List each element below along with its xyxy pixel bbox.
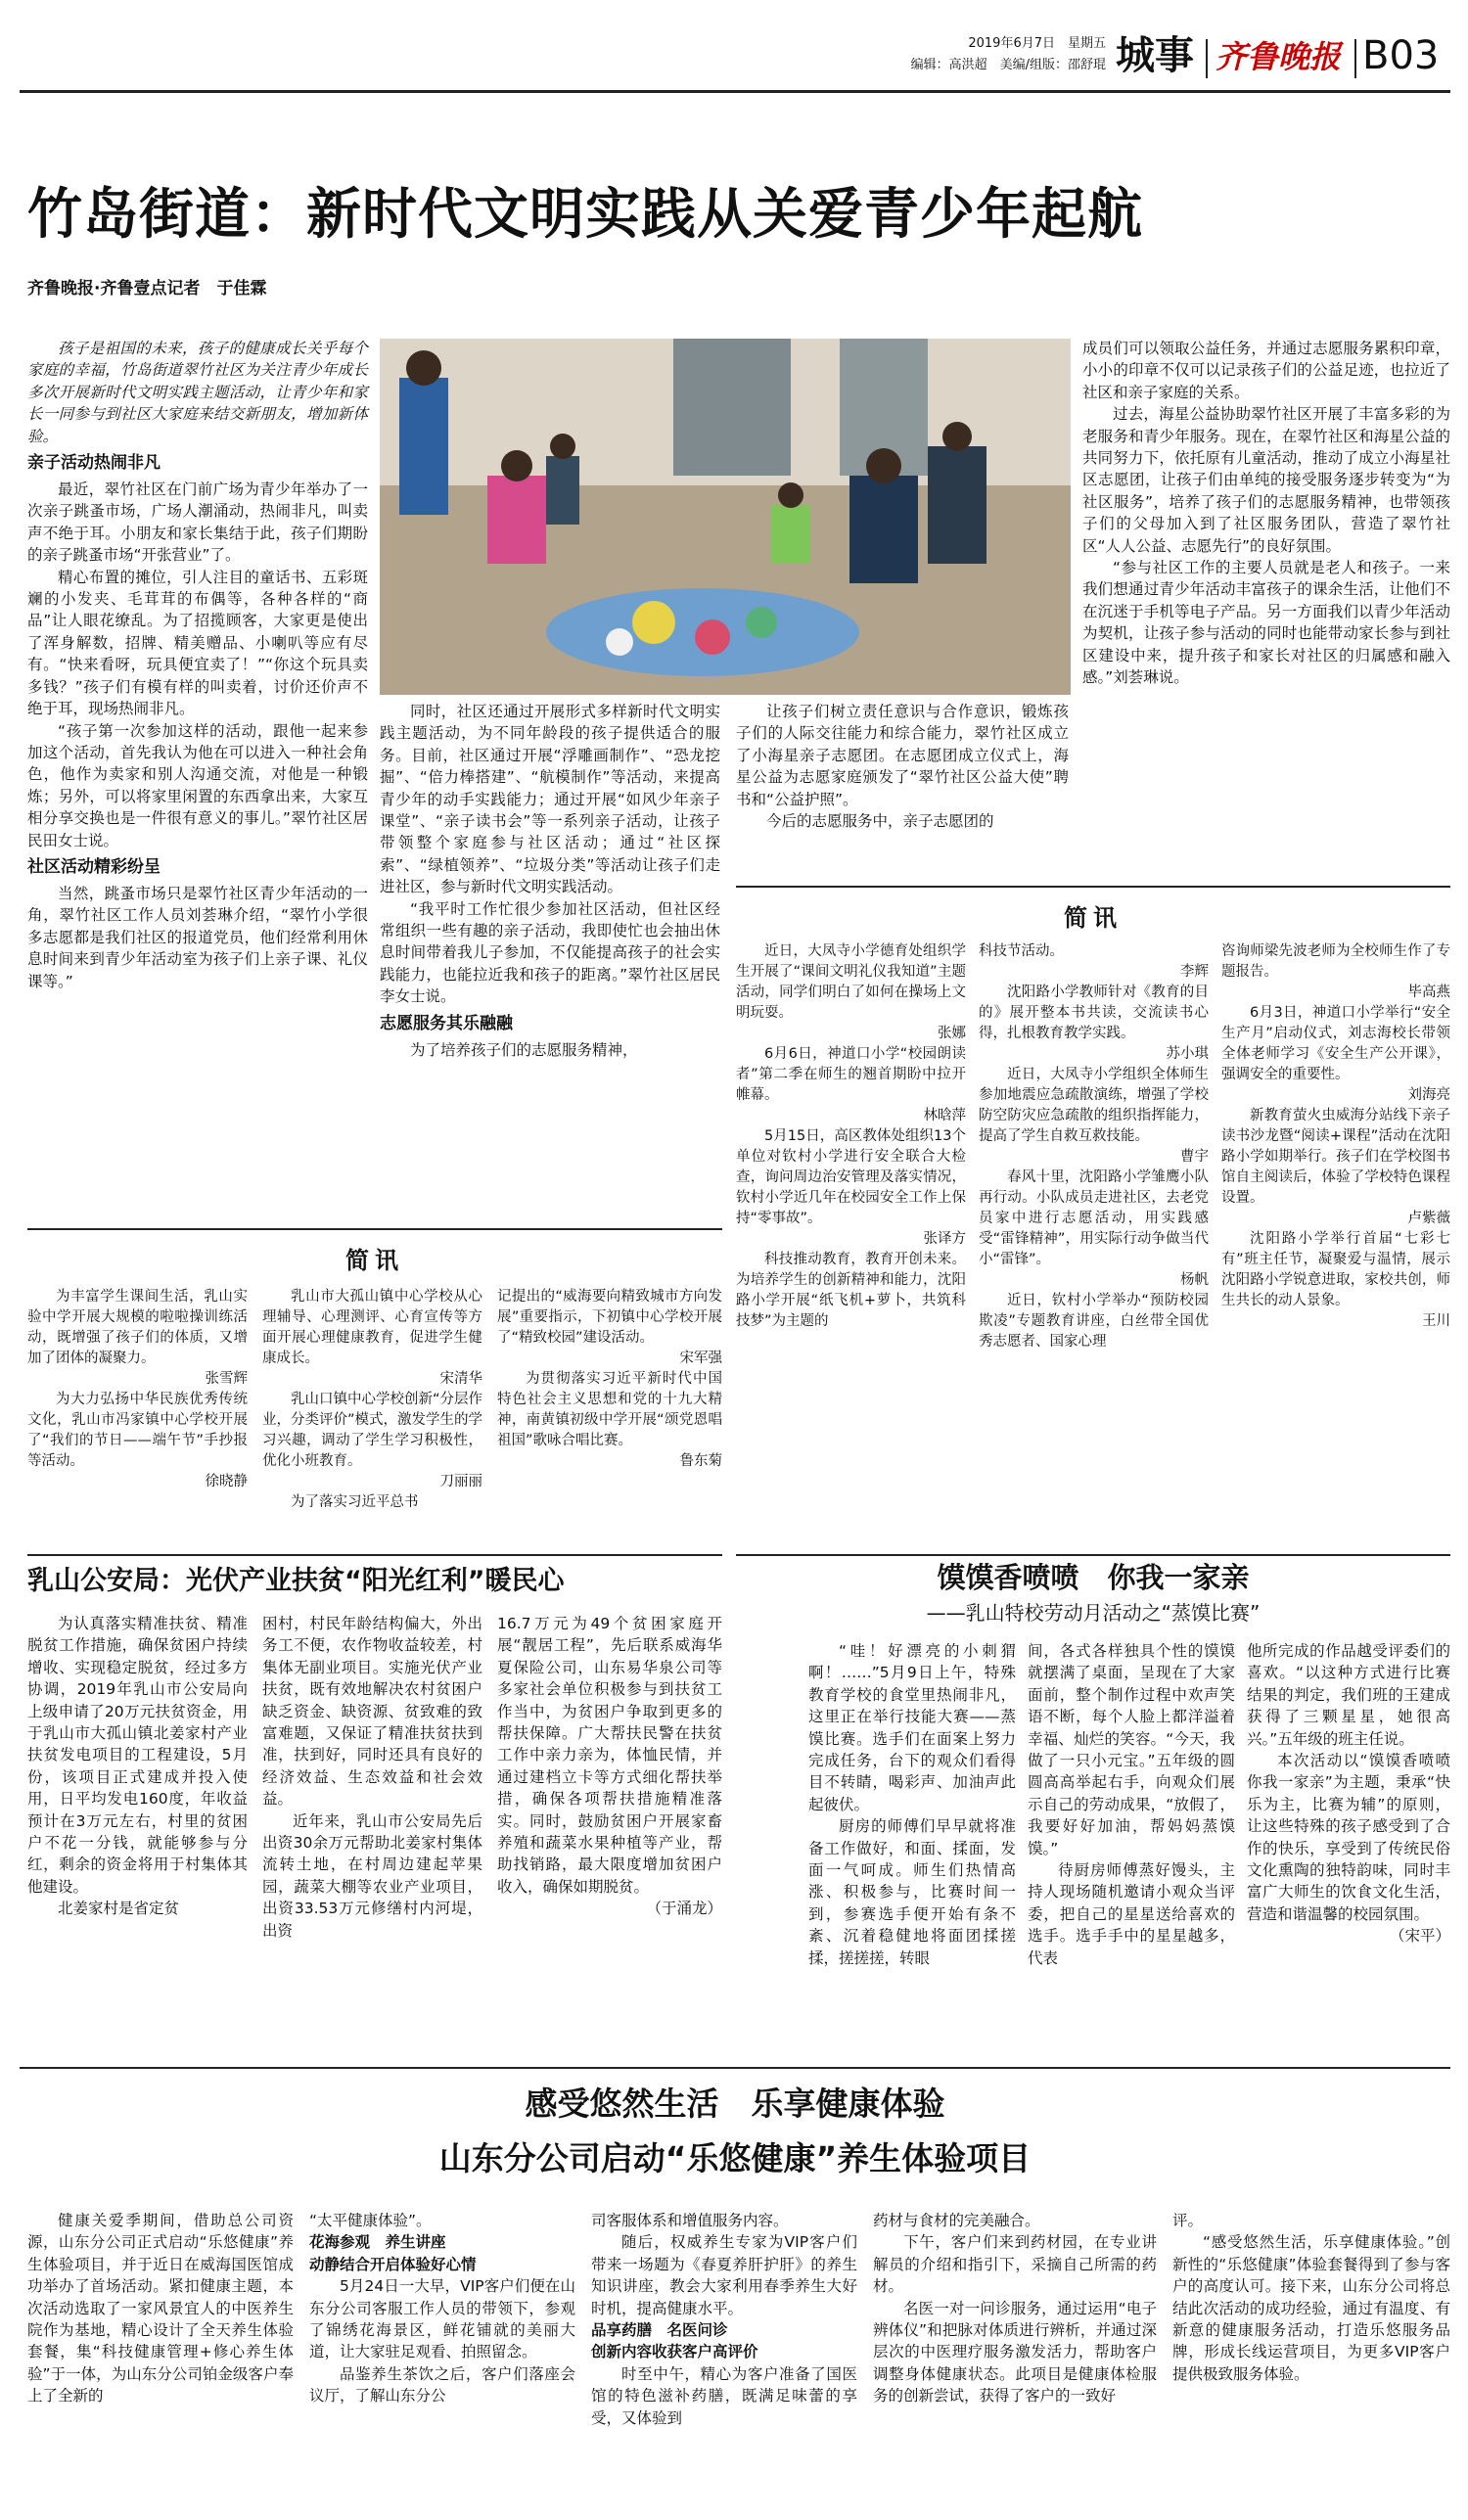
paragraph: 5月24日一大早，VIP客户们便在山东分公司客服工作人员的带领下，参观了锦绣花海景区，鲜花铺就的美丽大道，让大家驻足观看、拍照留念。 (309, 2277, 575, 2361)
paragraph: “哇！好漂亮的小刺猬啊！……”5月9日上午，特殊教育学校的食堂里热闹非凡，这里正在举行技能大赛——蒸馍比赛。选手们在面案上努力完成任务，台下的观众们看得目不转睛，喝彩声、加油声此起彼伏。 (808, 1642, 1016, 1813)
brief-item: 记提出的“威海要向精致城市方向发展”重要指示，下初镇中心学校开展了“精致校园”建设活动。 (497, 1289, 722, 1346)
article-subtitle: ——乳山特校劳动月活动之“蒸馍比赛” (926, 1601, 1261, 1625)
paragraph: 成员们可以领取公益任务，并通过志愿服务累积印章，小小的印章不仅可以记录孩子们的公益足迹，也拉近了社区和亲子家庭的关系。 (1082, 340, 1450, 401)
article-byline: 齐鲁晚报·齐鲁壹点记者 于佳霖 (27, 279, 267, 298)
briefs-title: 简讯 (345, 1247, 404, 1274)
paragraph: 待厨房师傅蒸好馒头，主持人现场随机邀请小观众当评委，把自己的星星送给喜欢的选手。选手手中的星星越多，代表 (1028, 1861, 1235, 1967)
brief-item: 乳山口镇中心学校创新“分层作业，分类评价”模式，激发学生的学习兴趣，调动了学生学习积极性，优化小班教育。 (262, 1392, 483, 1469)
subheading: 品享药膳 名医问诊 (591, 2321, 728, 2340)
paragraph: 随后，权威养生专家为VIP客户们带来一场题为《春夏养肝护肝》的养生知识讲座，教会大家利用春季养生大好时机，提高健康水平。 (591, 2233, 857, 2317)
brief-author: 鲁东菊 (679, 1453, 722, 1469)
paragraph: 他所完成的作品越受评委们的喜欢。“以这种方式进行比赛结果的判定，我们班的王建成获得了三颗星星，她很高兴。”五年级的班主任说。 (1247, 1642, 1450, 1748)
brief-item: 科技推动教育，教育开创未来。为培养学生的创新精神和能力，沈阳路小学开展“纸飞机+萝卜，共筑科技梦”为主题的 (736, 1252, 966, 1329)
brief-author: 王川 (1422, 1313, 1450, 1329)
brief-item: 近日，大凤寺小学组织全体师生参加地震应急疏散演练，增强了学校防空防灾应急疏散的组织指挥能力，提高了学生自救互救技能。 (979, 1067, 1209, 1144)
brief-author: 曹宇 (1180, 1149, 1209, 1165)
editor-credits: 编辑：高洪超 美编/组版：邵舒琨 (910, 58, 1106, 72)
paragraph: 评。 (1172, 2212, 1204, 2229)
newspaper-logo: 齐鲁晚报 (1216, 38, 1342, 75)
brief-item: 沈阳路小学举行首届“七彩七有”班主任节，凝聚爱与温情，展示沈阳路小学锐意进取，家校共创，师生共长的动人景象。 (1221, 1231, 1450, 1308)
brief-author: 张雪辉 (205, 1371, 248, 1387)
paragraph: 最近，翠竹社区在门前广场为青少年举办了一次亲子跳蚤市场，广场人潮涌动，热闹非凡，叫卖声不绝于耳。小朋友和家长集结于此，孩子们期盼的亲子跳蚤市场“开张营业”了。 (27, 481, 368, 565)
brief-author: 宋清华 (439, 1371, 482, 1387)
paragraph: 厨房的师傅们早早就将准备工作做好，和面、揉面，发面一气呵成。师生们热情高涨、积极参与，比赛时间一到，参赛选手便开始有条不紊、沉着稳健地将面团揉搓揉，搓搓搓，转眼 (808, 1817, 1016, 1967)
article-headline: 乳山公安局：光伏产业扶贫“阳光红利”暖民心 (27, 1566, 565, 1596)
brief-author: 杨帆 (1180, 1272, 1209, 1288)
paragraph: 近年来，乳山市公安局先后出资30余万元帮助北姜家村集体流转土地，在村周边建起苹果园，蔬菜大棚等农业产业项目，出资33.53万元修缮村内河堤，出资 (262, 1811, 482, 1940)
article-lead: 孩子是祖国的未来，孩子的健康成长关乎每个家庭的幸福，竹岛街道翠竹社区为关注青少年成长多次开展新时代文明实践主题活动，让青少年和家长一同参与到社区大家庭来结交新朋友，增加新体验。 (27, 340, 368, 445)
brief-author: 苏小琪 (1166, 1046, 1209, 1062)
paragraph: “参与社区工作的主要人员就是老人和孩子。一来我们想通过青少年活动丰富孩子的课余生活，让他们不在沉迷于手机等电子产品。另一方面我们以青少年活动为契机，让孩子参与活动的同时也能带动家长参与到社区建设中来，提升孩子和家长对社区的归属感和融入感。”刘荟琳说。 (1082, 559, 1450, 687)
brief-author: 刀丽丽 (439, 1474, 482, 1489)
brief-item: 近日，钦村小学举办“预防校园欺凌”专题教育讲座，白丝带全国优秀志愿者、国家心理 (979, 1293, 1209, 1350)
paragraph: 健康关爱季期间，借助总公司资源，山东分公司正式启动“乐悠健康”养生体验项目，并于近日在威海国医馆成功举办了首场活动。紧扣健康主题，本次活动选取了一家风景宜人的中医养生院作为基地，精心设计了全天养生体验套餐，集“科技健康管理+修心养生体验”于一体，为山东分公司铂金级客户奉上了全新的 (27, 2212, 294, 2405)
paragraph: 为认真落实精准扶贫、精准脱贫工作措施，确保贫困户持续增收、实现稳定脱贫，经过多方协调，2019年乳山市公安局向上级申请了20万元扶贫资金，用于乳山市大孤山镇北姜家村产业扶贫发电项目的工程建设，5月份，该项目正式建成并投入使用，日平均发电160度，年收益预计在3万元左右，村里的贫困户不花一分钱，就能够参与分红，剩余的资金将用于村集体其他建设。 (27, 1615, 248, 1896)
brief-item: 6月3日，神道口小学举行“安全生产月”启动仪式，刘志海校长带领全体老师学习《安全生产公开课》，强调安全的重要性。 (1221, 1005, 1450, 1082)
paragraph: 药材与食材的完美融合。 (873, 2212, 1040, 2229)
paragraph: “感受悠然生活，乐享健康体验。”创新性的“乐悠健康”体验套餐得到了参与客户的高度认可。接下来，山东分公司将总结此次活动的成功经验，通过有温度、有新意的健康服务活动，打造乐悠服务品牌，形成长线运营项目，为更多VIP客户提供极致服务体验。 (1172, 2233, 1450, 2383)
brief-author: 卢紫薇 (1407, 1211, 1450, 1226)
brief-item: 近日，大凤寺小学德育处组织学生开展了“课间文明礼仪我知道”主题活动，同学们明白了如何在操场上文明玩耍。 (736, 943, 966, 1021)
paragraph: 下午，客户们来到药材园，在专业讲解员的介绍和指引下，采摘自己所需的药材。 (873, 2233, 1157, 2296)
brief-author: 毕高燕 (1407, 985, 1450, 1000)
issue-date: 2019年6月7日 星期五 (968, 36, 1106, 51)
article-author: （于涌龙） (646, 1900, 722, 1918)
brief-author: 林晗萍 (923, 1108, 966, 1123)
paragraph: 同时，社区还通过开展形式多样新时代文明实践主题活动，为不同年龄段的孩子提供适合的服务。目前，社区通过开展“浮雕画制作”、“恐龙挖掘”、“倍力棒搭建”、“航模制作”等活动，来提高青少年的动手实践能力；通过开展“如风少年亲子课堂”、“亲子读书会”等一系列亲子活动，让孩子带领整个家庭参与社区活动；通过“社区探索”、“绿植领养”、“垃圾分类”等活动让孩子们走进社区，参与新时代文明实践活动。 (380, 703, 720, 896)
subheading: 花海参观 养生讲座 (309, 2233, 446, 2252)
article-headline: 竹岛街道：新时代文明实践从关爱青少年起航 (27, 183, 1143, 247)
paragraph: 困村，村民年龄结构偏大，外出务工不便，农作物收益较差，村集体无副业项目。实施光伏产业扶贫，既有效地解决农村贫困户缺乏资金、缺资源、贫致难的致富难题，又保证了精准扶贫扶到准，扶到好，同时还具有良好的经济效益、生态效益和社会效益。 (262, 1615, 482, 1809)
article-author: （宋平） (1389, 1927, 1450, 1946)
brief-item: 5月15日，高区教体处组织13个单位对钦村小学进行安全联合大检查，询问周边治安管理及落实情况，钦村小学近几年在校园安全工作上保持“零事故”。 (736, 1128, 966, 1226)
page-number: B03 (1362, 33, 1440, 78)
briefs-title: 简讯 (1064, 904, 1123, 932)
brief-author: 张译方 (923, 1231, 966, 1247)
article-photo (380, 339, 1071, 695)
subheading: 亲子活动热闹非凡 (27, 453, 161, 474)
subheading: 社区活动精彩纷呈 (27, 856, 161, 877)
brief-item: 为大力弘扬中华民族优秀传统文化，乳山市冯家镇中心学校开展了“我们的节日——端午节”手抄报等活动。 (27, 1392, 248, 1469)
paragraph: “孩子第一次参加这样的活动，跟他一起来参加这个活动，首先我认为他在可以进入一种社会角色，他作为卖家和别人沟通交流，对他是一种锻炼；另外，可以将家里闲置的东西拿出来，大家互相分享交换也是一件很有意义的事儿。”翠竹社区居民田女士说。 (27, 721, 368, 849)
paragraph: 时至中午，精心为客户准备了国医馆的特色滋补药膳，既满足味蕾的享受，又体验到 (591, 2364, 857, 2427)
brief-item: 乳山市大孤山镇中心学校从心理辅导、心理测评、心育宣传等方面开展心理健康教育，促进学生健康成长。 (262, 1289, 482, 1366)
brief-author: 宋军强 (679, 1351, 722, 1366)
paragraph: 为了培养孩子们的志愿服务精神， (410, 1040, 638, 1059)
brief-item: 新教育萤火虫威海分站线下亲子读书沙龙暨“阅读+课程”活动在沈阳路小学如期举行。孩子们在学校图书馆自主阅读后，体验了学校特色课程设置。 (1221, 1108, 1450, 1206)
paragraph: 让孩子们树立责任意识与合作意识，锻炼孩子们的人际交往能力和综合能力，翠竹社区成立了小海星亲子志愿团。在志愿团成立仪式上，海星公益为志愿家庭颁发了“翠竹社区公益大使”聘书和“公益护照”。 (736, 703, 1069, 808)
brief-item: 为了落实习近平总书 (291, 1494, 419, 1510)
article-subheadline: 山东分公司启动“乐悠健康”养生体验项目 (438, 2139, 1032, 2177)
paragraph: 16.7万元为49个贫困家庭开展“靓居工程”，先后联系威海华夏保险公司，山东易华泉公司等多家社会单位积极参与到扶贫工作当中，为贫困户争取到更多的帮扶保障。广大帮扶民警在扶贫工作中亲力亲为，体恤民情，并通过建档立卡等方式细化帮扶举措，确保各项帮扶措施精准落实。同时，鼓励贫困户开展家畜养殖和蔬菜水果种植等产业，帮助找销路，最大限度增加贫困户收入，确保如期脱贫。 (497, 1615, 722, 1896)
brief-author: 刘海亮 (1407, 1087, 1450, 1103)
subheading: 志愿服务其乐融融 (380, 1013, 513, 1033)
brief-item: 春风十里，沈阳路小学雏鹰小队再行动。小队成员走进社区，去老党员家中进行志愿活动，用实践感受“雷锋精神”，用实际行动争做当代小“雷锋”。 (979, 1169, 1209, 1267)
paragraph: 精心布置的摊位，引人注目的童话书、五彩斑斓的小发夹、毛茸茸的布偶等，各种各样的“商品”让人眼花缭乱。为了招揽顾客，大家更是使出了浑身解数，招牌、精美赠品、小喇叭等应有尽有。“快来看呀，玩具便宜卖了！”“你这个玩具卖多钱？”孩子们有模有样的叫卖着，讨价还价声不绝于耳，现场热闹非凡。 (27, 568, 368, 718)
section-name: 城事 (1116, 33, 1194, 78)
paragraph: “我平时工作忙很少参加社区活动，但社区经常组织一些有趣的亲子活动，我即使忙也会抽出休息时间带着我儿子参加，不仅能提高孩子的社会实践能力，也能拉近我和孩子的距离。”翠竹社区居民李女士说。 (380, 899, 720, 1006)
brief-item: 沈阳路小学教师针对《教育的目的》展开整本书共读，交流读书心得，扎根教育教学实践。 (979, 985, 1209, 1041)
paragraph: 当然，跳蚤市场只是翠竹社区青少年活动的一角，翠竹社区工作人员刘荟琳介绍，“翠竹小学很多志愿都是我们社区的报道党员，他们经常利用休息时间来到青少年活动室为孩子们上亲子课、礼仪课等。” (27, 884, 368, 990)
paragraph: 北姜家村是省定贫 (58, 1900, 180, 1918)
brief-author: 徐晓静 (205, 1474, 248, 1489)
brief-author: 张娜 (938, 1026, 966, 1041)
paragraph: 名医一对一问诊服务，通过运用“电子辨体仪”和把脉对体质进行辨析，并通过深层次的中医理疗服务激发活力，帮助客户调整身体健康状态。此项目是健康体检服务的创新尝试，获得了客户的一致好 (873, 2299, 1157, 2405)
paragraph: 品鉴养生茶饮之后，客户们落座会议厅，了解山东分公 (309, 2364, 575, 2405)
paragraph: 今后的志愿服务中，亲子志愿团的 (766, 812, 994, 831)
paragraph: 过去，海星公益协助翠竹社区开展了丰富多彩的为老服务和青少年服务。现在，在翠竹社区和海星公益的共同努力下，依托原有儿童活动，推动了成立小海星社区志愿团，让孩子们由单纯的接受服务逐步转变为“为社区服务”，培养了孩子们的志愿服务精神，也带领孩子们的父母加入到了社区服务团队，营造了翠竹社区“人人公益、志愿先行”的良好氛围。 (1082, 405, 1450, 555)
paragraph: 间，各式各样独具个性的馍馍就摆满了桌面，呈现在了大家面前，整个制作过程中欢声笑语不断，每个人脸上都洋溢着幸福、灿烂的笑容。“今天，我做了一只小元宝。”五年级的圆圆高高举起右手，向观众们展示自己的劳动成果，“放假了，我要好好加油，帮妈妈蒸馍馍。” (1028, 1642, 1235, 1857)
article-headline: 感受悠然生活 乐享健康体验 (525, 2085, 945, 2123)
paragraph: 司客服体系和增值服务内容。 (591, 2212, 789, 2229)
brief-item: 科技节活动。 (979, 943, 1064, 959)
brief-item: 为贯彻落实习近平新时代中国特色社会主义思想和党的十九大精神，南黄镇初级中学开展“颂党恩唱祖国”歌咏合唱比赛。 (497, 1371, 722, 1448)
article-headline: 馍馍香喷喷 你我一家亲 (937, 1561, 1250, 1594)
subheading: 动静结合开启体验好心情 (309, 2255, 477, 2273)
brief-item: 为丰富学生课间生活，乳山实验中学开展大规模的啦啦操训练活动，既增强了孩子们的体质，又增加了团体的凝聚力。 (27, 1289, 248, 1366)
paragraph: 本次活动以“馍馍香喷喷 你我一家亲”为主题，秉承“快乐为主，比赛为辅”的原则，让这些特殊的孩子感受到了合作的快乐，享受到了传统民俗文化熏陶的独特韵味，同时丰富广大师生的饮食文化生活，营造和谐温馨的校园氛围。 (1247, 1752, 1466, 1923)
paragraph: “太平健康体验”。 (309, 2212, 432, 2229)
brief-item: 咨询师梁先波老师为全校师生作了专题报告。 (1221, 943, 1450, 980)
brief-item: 6月6日，神道口小学“校园朗读者”第二季在师生的翘首期盼中拉开帷幕。 (736, 1046, 966, 1103)
subheading: 创新内容收获客户高评价 (591, 2343, 758, 2361)
brief-author: 李辉 (1180, 964, 1209, 980)
